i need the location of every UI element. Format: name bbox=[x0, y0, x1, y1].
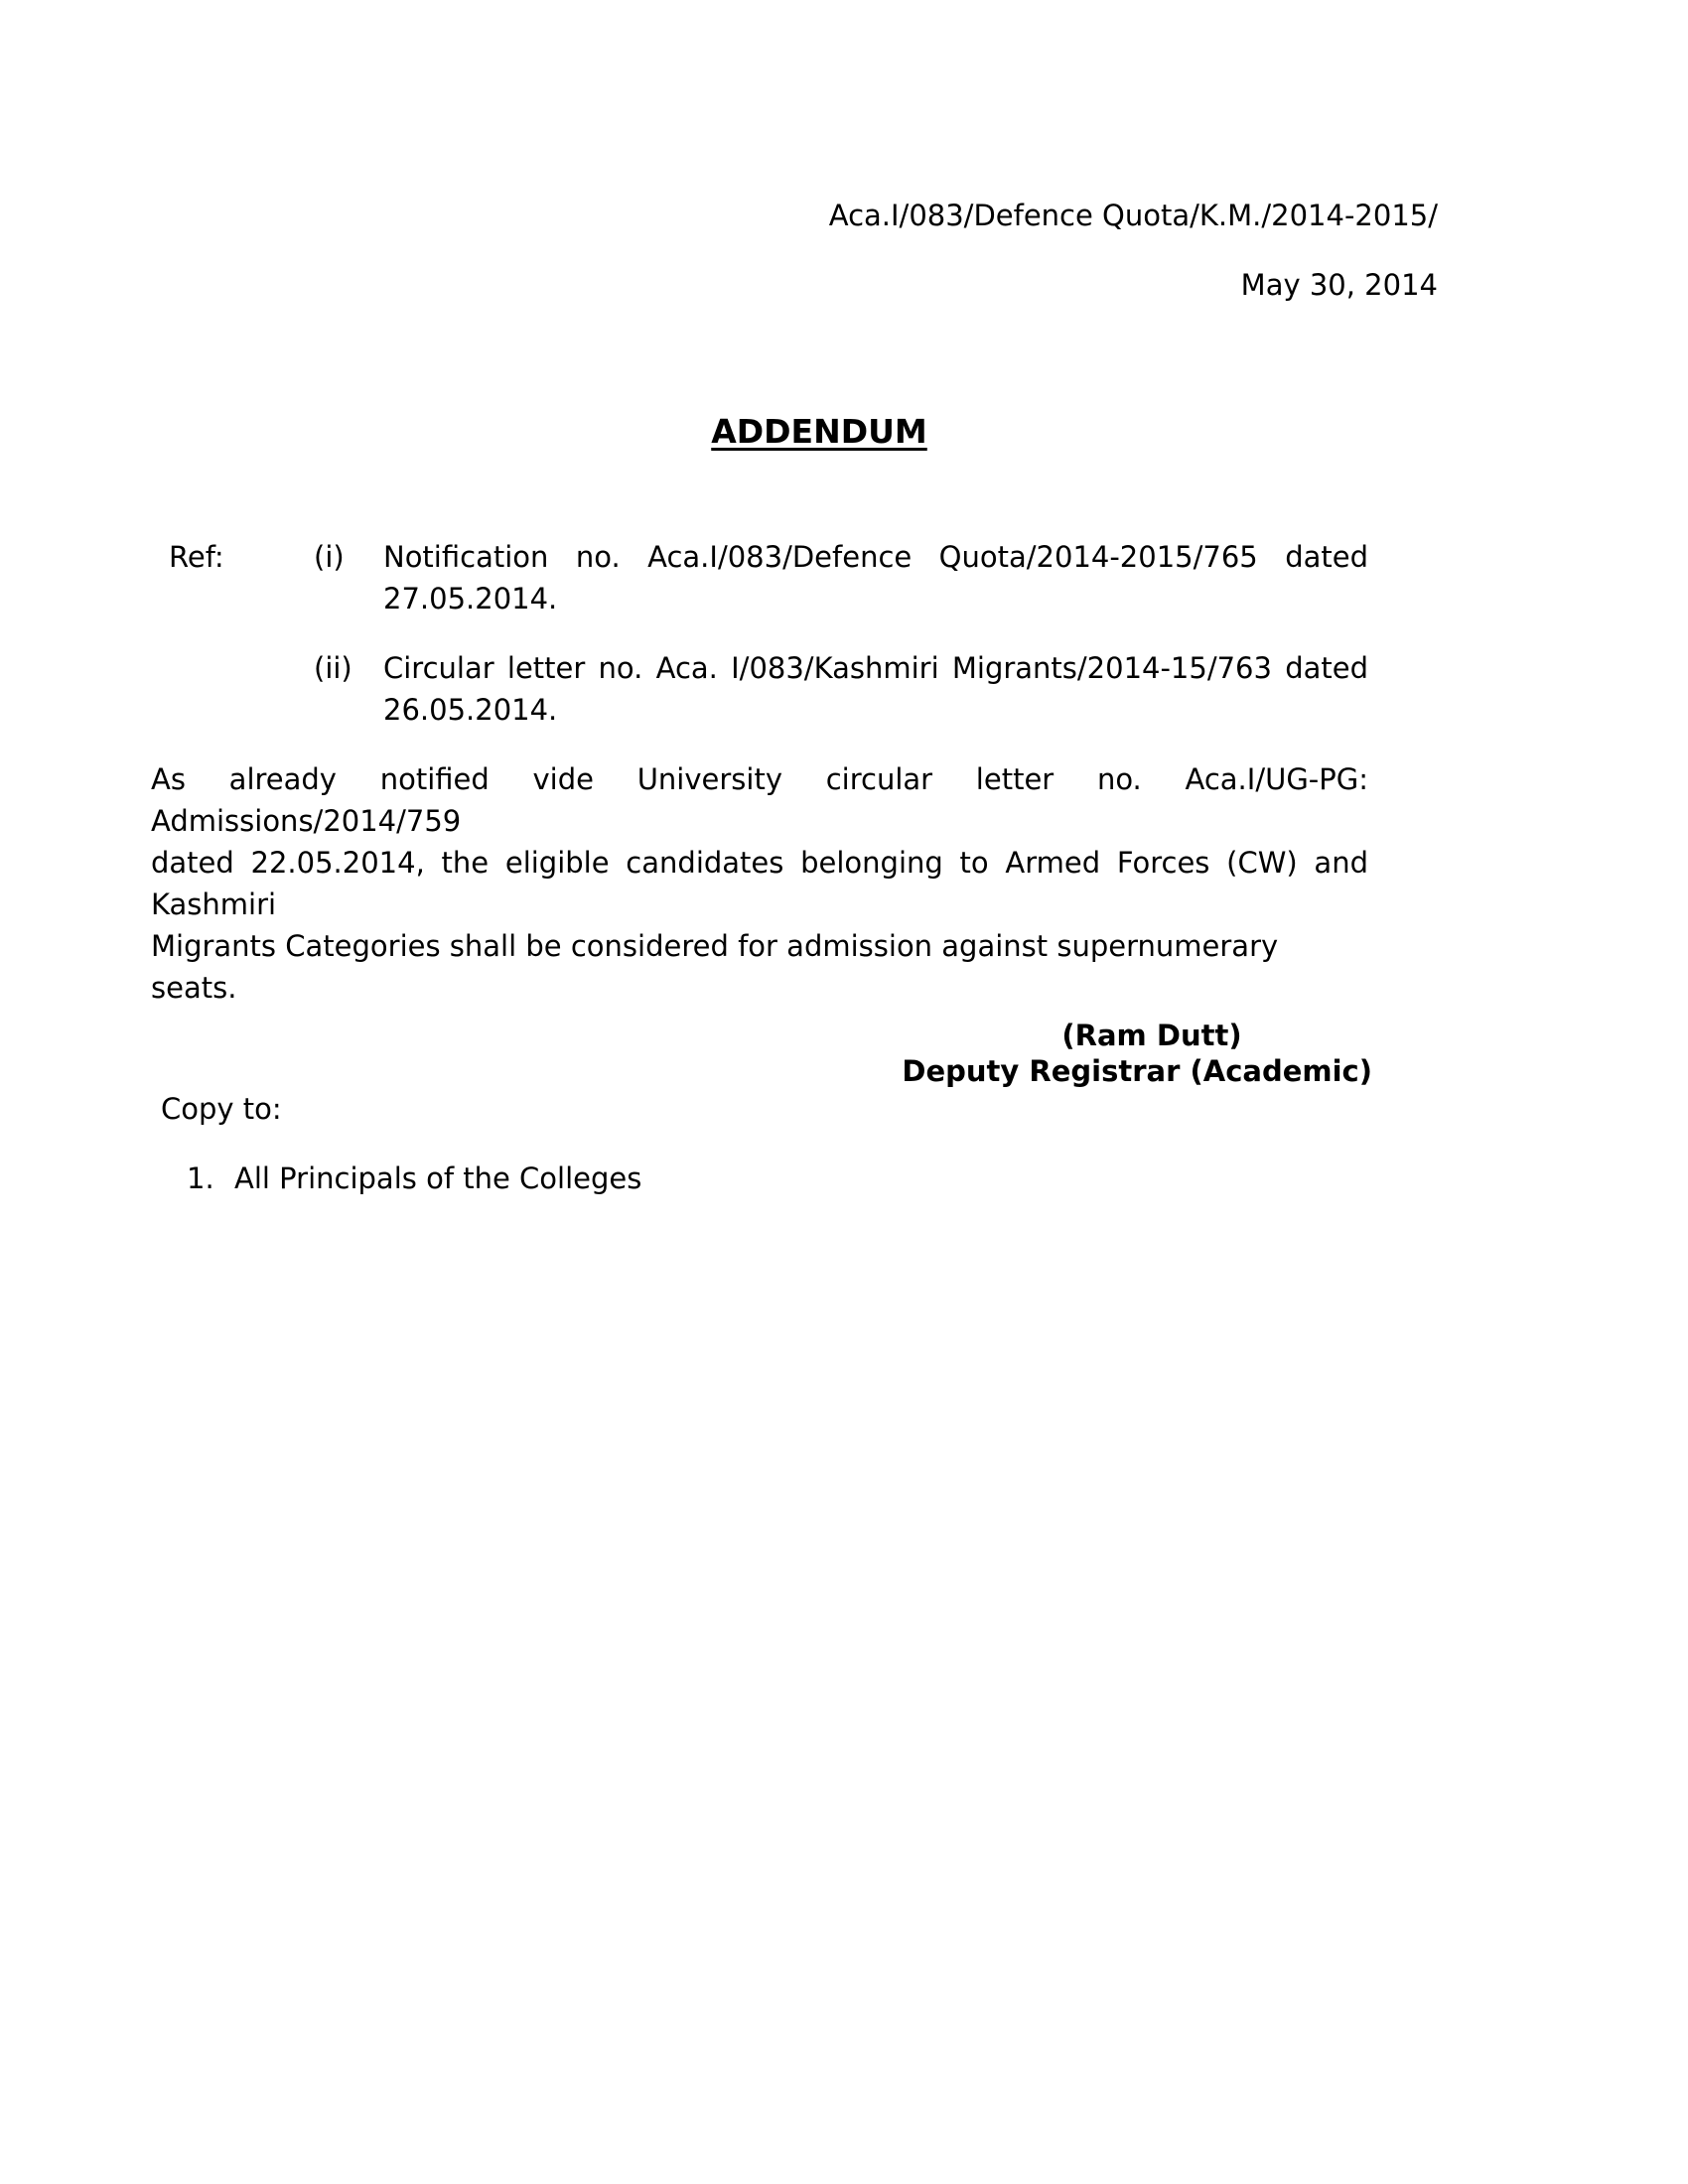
reference-text bbox=[383, 647, 1368, 731]
reference-text bbox=[383, 536, 1368, 619]
reference-item bbox=[314, 647, 1368, 731]
body-line: Migrants Categories shall be considered for admission against supernumerary seats. bbox=[151, 929, 1279, 1005]
reference-text-line: 26.05.2014. bbox=[383, 693, 558, 727]
copy-to-item-text: All Principals of the Colleges bbox=[234, 1161, 642, 1195]
references-label: Ref: bbox=[169, 540, 224, 574]
signatory-name: (Ram Dutt) bbox=[1061, 1019, 1242, 1052]
body-paragraph bbox=[151, 758, 1368, 1009]
reference-text-line: 27.05.2014. bbox=[383, 582, 558, 615]
reference-number: Aca.I/083/Defence Quota/K.M./2014-2015/ bbox=[828, 199, 1438, 232]
reference-item bbox=[314, 536, 1368, 619]
document-title: ADDENDUM bbox=[711, 412, 927, 451]
signatory-designation: Deputy Registrar (Academic) bbox=[902, 1054, 1372, 1088]
body-line: As already notified vide University circular letter no. Aca.I/UG-PG: Admissions/2014/759 bbox=[151, 762, 1368, 838]
reference-text-line: Notification no. Aca.I/083/Defence Quota/2014-2015/765 dated bbox=[383, 540, 1368, 574]
copy-to-label: Copy to: bbox=[161, 1092, 282, 1126]
document-date: May 30, 2014 bbox=[1240, 268, 1438, 302]
reference-numeral: (i) bbox=[314, 540, 345, 574]
copy-to-item-number: 1. bbox=[187, 1161, 214, 1195]
reference-numeral: (ii) bbox=[314, 651, 352, 685]
copy-to-item bbox=[187, 1158, 641, 1199]
reference-text-line: Circular letter no. Aca. I/083/Kashmiri Migrants/2014-15/763 dated bbox=[383, 651, 1368, 685]
body-line: dated 22.05.2014, the eligible candidates belonging to Armed Forces (CW) and Kashmiri bbox=[151, 846, 1368, 921]
